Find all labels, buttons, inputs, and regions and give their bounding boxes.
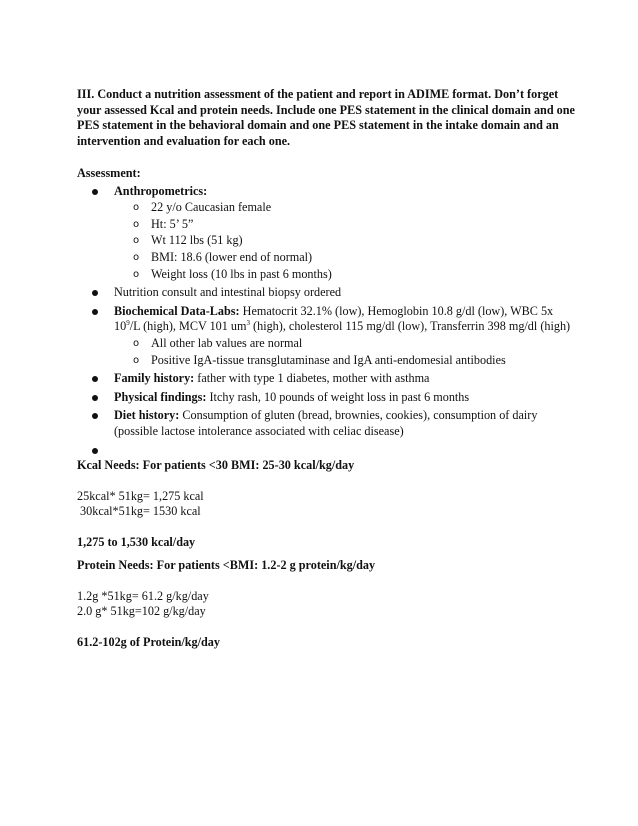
family-history-text: father with type 1 diabetes, mother with asthma [194,371,430,386]
list-item [77,285,577,301]
physical-findings-text: Itchy rash, 10 pounds of weight loss in past 6 months [206,389,470,404]
assessment-list [77,184,577,459]
list-item: o Wt 112 lbs (51 kg) [133,233,577,249]
kcal-heading: Kcal Needs: For patients <30 BMI: 25-30 kcal/kg/day [77,458,355,472]
list-item: o Positive IgA-tissue transglutaminase and IgA anti-endomesial antibodies [133,353,577,369]
list-item [77,304,577,368]
anthropometrics-list [133,200,577,282]
anthropometrics-label: Anthropometrics: [114,183,208,198]
kcal-calc-line-2: 30kcal*51kg= 1530 kcal [77,504,201,519]
biochemical-label: Biochemical Data-Labs: [114,303,240,318]
protein-result: 61.2-102g of Protein/kg/day [77,634,220,649]
list-item: o Weight loss (10 lbs in past 6 months) [133,267,577,283]
protein-calc-line-2: 2.0 g* 51kg=102 g/kg/day [77,604,206,619]
biochemical-text-a: Hematocrit 32.1% (low), Hemoglobin 10.8 g/dl (low), WBC 5x 10 [114,303,554,334]
list-item: o BMI: 18.6 (lower end of normal) [133,250,577,266]
diet-history-text: Consumption of gluten (bread, brownies, cookies), consumption of dairy (possible lactose intolerance associated with celiac disease) [114,408,538,438]
biochemical-sup-a: 9 [126,319,130,328]
biochemical-sublist [133,336,577,368]
list-item [77,184,577,283]
biochemical-text-c: (high), cholesterol 115 mg/dl (low), Transferrin 398 mg/dl (high) [250,319,571,334]
family-history-label: Family history: [114,371,195,386]
protein-heading: Protein Needs: For patients <BMI: 1.2-2 g protein/kg/day [77,558,376,572]
empty-list-item [77,443,577,459]
consult-text: Nutrition consult and intestinal biopsy ordered [114,285,342,300]
list-item [77,371,577,387]
kcal-needs-section [77,458,577,550]
assignment-prompt [77,87,577,149]
list-item: o Ht: 5’ 5” [133,217,577,233]
list-item [77,390,577,406]
biochemical-sup-b: 3 [246,319,250,328]
kcal-result: 1,275 to 1,530 kcal/day [77,534,196,549]
assignment-prompt-text: III. Conduct a nutrition assessment of the patient and report in ADIME format. Don’t forget your assessed Kcal and protein needs. Include one PES statement in the clinical domain and one PES statement in the behavioral domain and one PES statement in the intake domain and an intervention and evaluation for each one. [77,87,575,148]
assessment-heading: Assessment: [77,166,141,180]
list-item: o All other lab values are normal [133,336,577,352]
diet-history-label: Diet history: [114,408,180,423]
kcal-calc-line-1: 25kcal* 51kg= 1,275 kcal [77,488,204,503]
physical-findings-label: Physical findings: [114,389,207,404]
biochemical-text-b: /L (high), MCV 101 um [129,319,247,334]
protein-calc-line-1: 1.2g *51kg= 61.2 g/kg/day [77,588,209,603]
list-item: o 22 y/o Caucasian female [133,200,577,216]
protein-needs-section [77,558,577,650]
list-item [77,408,577,439]
assessment-section [77,166,577,461]
